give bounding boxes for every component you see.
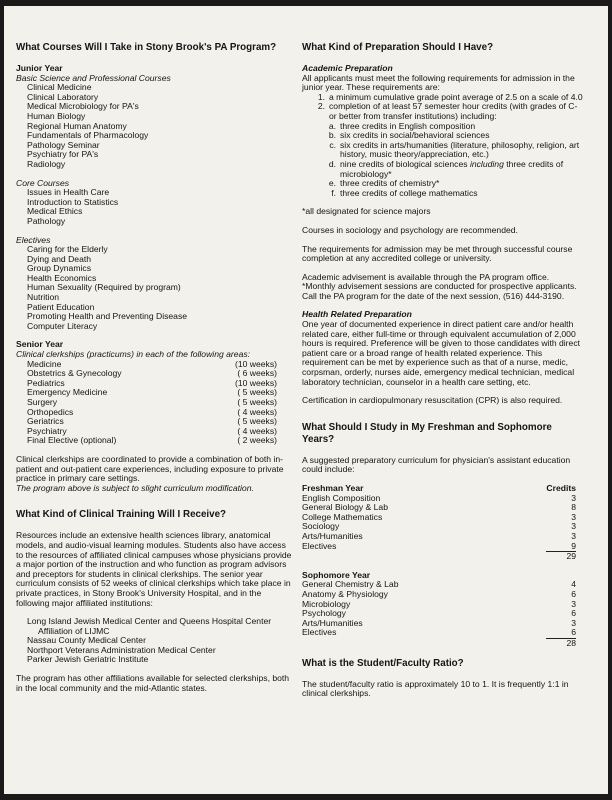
- list-item: Human Sexuality (Required by program): [27, 282, 181, 293]
- right-column: [302, 42, 584, 699]
- list-item: Affiliation of LIJMC: [38, 625, 110, 636]
- health-text: One year of documented experience in direct patient care and/or health related care, either full-time or through equivalent accumulation of 2,000 hours is required. Preference will be given to those candidates with direct patient care or a broad range of health related experience. This requirement can be met by experience such as that of a nurse, medic, corpsman, orderly, nurses aide, emergency medical technician, medical laboratory technician, counselor in a health care setting, etc.: [302, 319, 581, 387]
- list-item: Radiology: [27, 158, 66, 169]
- institution-list: [16, 617, 294, 665]
- table-header: Sophomore Year: [302, 569, 371, 580]
- recommendation-text: Courses in sociology and psychology are recommended.: [302, 224, 518, 235]
- cpr-text: Certification in cardiopulmonary resuscitation (CPR) is also required.: [302, 395, 563, 406]
- training-text: Resources include an extensive health sciences library, anatomical models, and audio-visual learning modules. Students also have access to the resources of affiliated clinical campuses whose physicians provide a major portion of the instruction and who function as program advisors and preceptors for students in clinical clerkships. The senior year curriculum consists of 52 weeks of clinical clerkships which take place in private practices, in Stony Brook's University Hospital, and in the following major affiliated institutions:: [16, 530, 292, 608]
- ratio-heading: What is the Student/Faculty Ratio?: [302, 657, 464, 669]
- list-item: Psychiatry for PA's: [27, 149, 99, 160]
- table-row: General Biology & Lab 8: [302, 502, 576, 513]
- list-item: Medical Ethics: [27, 206, 83, 217]
- junior-year-heading: Junior Year: [16, 63, 63, 73]
- table-row: Electives 6: [302, 627, 576, 638]
- table-row: Electives 9: [302, 540, 576, 551]
- table-row: Final Elective (optional) ( 2 weeks): [27, 435, 277, 446]
- total-row: 29: [566, 551, 576, 562]
- requirements-list: [302, 93, 584, 199]
- preparation-heading: What Kind of Preparation Should I Have?: [302, 42, 494, 53]
- freshman-credits-table: [302, 484, 576, 562]
- training-heading: What Kind of Clinical Training Will I Receive?: [16, 509, 227, 521]
- list-item: Fundamentals of Pharmacology: [27, 130, 149, 141]
- list-item: 2. completion of at least 57 semester hour credits (with grades of C- or better from transfer institutions) including:: [317, 101, 578, 121]
- list-item: Nutrition: [27, 292, 59, 303]
- list-item: Long Island Jewish Medical Center and Queens Hospital Center: [27, 616, 272, 627]
- table-row: Medicine (10 weeks): [27, 358, 277, 369]
- clerkship-schedule: [16, 360, 277, 446]
- academic-intro: All applicants must meet the following requirements for admission in the junior year. These requirements are:: [302, 72, 575, 93]
- list-item: Introduction to Statistics: [27, 196, 119, 207]
- list-item: f. three credits of college mathematics: [331, 187, 478, 198]
- table-row: Psychiatry ( 4 weeks): [27, 425, 277, 436]
- basic-courses-title: Basic Science and Professional Courses: [16, 72, 171, 83]
- table-header: Freshman Year Credits: [302, 483, 576, 493]
- list-item: b. six credits in social/behavioral sciences: [328, 130, 490, 141]
- table-row: Pediatrics (10 weeks): [27, 377, 277, 388]
- core-courses-title: Core Courses: [16, 177, 70, 188]
- list-item: Medical Microbiology for PA's: [27, 101, 139, 112]
- list-item: Health Economics: [27, 272, 97, 283]
- total-row: 28: [566, 637, 576, 648]
- requirements-met-text: The requirements for admission may be met through successful course completion at any accredited college or university.: [302, 243, 573, 264]
- list-item: Parker Jewish Geriatric Institute: [27, 654, 149, 665]
- table-row: Microbiology 3: [302, 598, 576, 609]
- clerkship-note: Clinical clerkships are coordinated to provide a combination of both in-patient and out-patient care experiences, including exposure to private practice in primary care settings.: [16, 453, 284, 484]
- list-item: Patient Education: [27, 301, 95, 312]
- academic-preparation-title: Academic Preparation: [302, 63, 393, 73]
- list-item: 1. a minimum cumulative grade point average of 2.5 on a scale of 4.0: [317, 91, 583, 102]
- table-row: Emergency Medicine ( 5 weeks): [27, 387, 277, 398]
- table-row: Anatomy & Physiology 6: [302, 588, 576, 599]
- table-row: Sociology 3: [302, 521, 576, 532]
- list-item: Promoting Health and Preventing Disease: [27, 311, 188, 322]
- list-item: Nassau County Medical Center: [27, 635, 146, 646]
- courses-heading: What Courses Will I Take in Stony Brook's PA Program?: [16, 42, 277, 53]
- advisement-text: Academic advisement is available through the PA program office. *Monthly advisement sessions are conducted for prospective applicants. Call the PA program for the date of the next session, (516) 444-3190.: [302, 271, 577, 301]
- clerkships-title: Clinical clerkships (practicums) in each of the following areas:: [16, 349, 251, 360]
- list-item: Group Dynamics: [27, 263, 91, 274]
- modification-note: The program above is subject to slight curriculum modification.: [16, 482, 254, 493]
- table-row: College Mathematics 3: [302, 511, 576, 522]
- table-row: Arts/Humanities 3: [302, 530, 576, 541]
- elective-list: [16, 245, 294, 331]
- science-footnote: *all designated for science majors: [302, 206, 431, 217]
- list-item: Regional Human Anatomy: [27, 120, 127, 131]
- study-intro: A suggested preparatory curriculum for physician's assistant education could include:: [302, 454, 571, 475]
- table-row: Orthopedics ( 4 weeks): [27, 406, 277, 417]
- list-item: Human Biology: [27, 110, 86, 121]
- health-preparation-title: Health Related Preparation: [302, 309, 412, 320]
- table-row: Psychology 6: [302, 608, 576, 619]
- left-column: [16, 42, 294, 693]
- list-item: Clinical Medicine: [27, 82, 92, 93]
- list-item: Pathology Seminar: [27, 139, 100, 150]
- list-item: Northport Veterans Administration Medical Center: [27, 644, 216, 655]
- list-item: Clinical Laboratory: [27, 91, 99, 102]
- list-item: d. nine credits of biological sciences including three credits of microbiology*: [328, 158, 564, 179]
- study-heading: What Should I Study in My Freshman and Sophomore Years?: [302, 421, 552, 445]
- list-item: c. six credits in arts/humanities (literature, philosophy, religion, art history, music theory/appreciation, etc.): [329, 139, 580, 160]
- ratio-text: The student/faculty ratio is approximately 10 to 1. It is frequently 1:1 in clinical clerkships.: [302, 678, 569, 699]
- affiliations-text: The program has other affiliations available for selected clerkships, both in the local community and the mid-Atlantic states.: [16, 673, 290, 693]
- table-row: Geriatrics ( 5 weeks): [27, 416, 277, 427]
- list-item: Issues in Health Care: [27, 187, 110, 198]
- list-item: Dying and Death: [27, 253, 92, 264]
- document-page: [4, 6, 608, 794]
- table-row: Arts/Humanities 3: [302, 617, 576, 628]
- table-row: General Chemistry & Lab 4: [302, 579, 576, 590]
- electives-title: Electives: [16, 234, 51, 245]
- list-item: e. three credits of chemistry*: [328, 178, 440, 189]
- list-item: Computer Literacy: [27, 320, 98, 331]
- sophomore-credits-table: [302, 571, 576, 649]
- sub-requirements: [313, 122, 584, 199]
- basic-course-list: [16, 83, 294, 169]
- table-row: Surgery ( 5 weeks): [27, 397, 277, 407]
- senior-year-heading: Senior Year: [16, 339, 64, 350]
- table-row: Obstetrics & Gynecology ( 6 weeks): [27, 368, 277, 379]
- list-item: Caring for the Elderly: [27, 244, 108, 255]
- table-row: English Composition 3: [302, 492, 576, 503]
- list-item: a. three credits in English composition: [328, 120, 476, 131]
- core-course-list: [16, 188, 294, 226]
- list-item: Pathology: [27, 215, 66, 226]
